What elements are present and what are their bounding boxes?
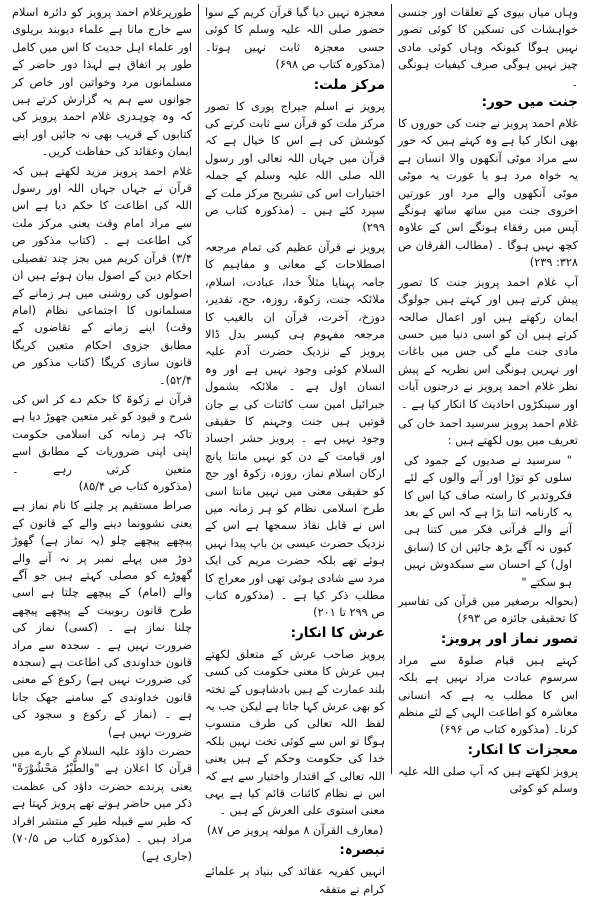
citation: (بحوالہ برصغیر میں قرآن کی تفاسیر کا تحقیقی جائزہ ص ۶۹۳): [398, 595, 578, 626]
column-right: [392, 4, 584, 796]
section-heading: معجزات کا انکار:: [467, 741, 578, 758]
paragraph: پرویز صاحب عرش کے متعلق لکھتے ہیں عرش کا معنی حکومت کی کسی بلند عمارت کے ہیں بادشاہوں کے تختہ کو بھی عرش کہا جاتا ہے لیکن جب یہ لفظ اللہ تعالی کی طرف منسوب ہوگا تو اس سے کوئی تخت نہیں بلکہ خدا کی حکومت وحکم کے ہیں یعنی اللہ تعالی کے اقتدار واختیار سے ہے کہ اس نے نظام کائنات قائم کیا ہے یہی معنی استوی علی العرش کے ہیں ۔: [205, 647, 385, 818]
paragraph: طورپرغلام احمد پرویز کو دائرہ اسلام سے خارج مانا ہے علماء دیوبند بریلوی اور علماء اہل حدیث کا اس میں کامل طور پر اتفاق ہے لہذا دور حاضر کے مسلمانوں مرد وخواتین اور خاص کر جوانوں سے ہم یہ گزارش کرتے ہیں کہ وہ چوہدری غلام احمد پرویز کی کتابوں کے قریب بھی نہ جائیں اور اپنے ایمان وعقائد کی حفاظت کریں۔: [12, 6, 192, 159]
paragraph: غلام احمد پرویز مزید لکھتے ہیں کہ قرآن نے جہاں جہاں اللہ اور رسول اللہ کی اطاعت کا حکم دیا ہے اس سے مراد امام وقت یعنی مرکز ملت کی اطاعت ہے ۔ (کتاب مذکور ص ۳/۴) قرآن کریم میں بجز چند تفصیلی احکام دین کے اصول بیان ہوئے ہیں ان اصولوں کی روشنی میں ہر زمانے کے مسلمانوں کا اجتماعی نظام (امام وقت) اپنے زمانے کے تقاضوں کے مطابق جزوی احکام متعین کریگا قانون سازی کریگا (کتاب مذکور ص ۵۲/۴)۔: [12, 164, 192, 387]
paragraph: [12, 743, 192, 865]
paragraph: پرویز لکھتے ہیں کہ آپ صلی اللہ علیہ وسلم کو کوئی: [398, 764, 578, 796]
citation: (مذکورہ کتاب ص ۷۰/۵): [12, 832, 131, 846]
section-heading: تصور نماز اور پرویز:: [440, 630, 578, 647]
quotation: " سرسید نے صدیوں کے جمود کی سلوں کو توڑا اور آنے والوں کے لئے فکروتدبر کا راستہ صاف کیا اس کا یہ کارنامہ اتنا بڑا ہے کہ اس کے بعد آنے والے قرآنی فکر میں کتنا ہی کیوں نہ آگے بڑھ جائیں ان کا (سابق اول) کے احسان سے سبکدوش نہیں ہو سکتے ": [404, 453, 572, 589]
paragraph-text: حضرت داؤد علیہ السلام کے بارے میں قرآن کا اعلان ہے "والطَّیْرُ مَحْشُوْرَةً" یعنی پرندے حضرت داؤد کی عظمت ذکر میں حاضر ہوتے تھے پرویز کہتا ہے کہ طیر سے قبیلہ طیر کے منتشر افراد مراد ہیں ۔: [12, 745, 192, 846]
paragraph: پرویز نے قرآن عظیم کی تمام مرجعہ اصطلاحات کے معانی و مفاہیم کا جامہ پہنایا مثلاً خدا، عبادت، اسلام، ملائکہ جنت، زکوۃ، روزہ، حج، تقدیر، دوزخ، آخرت، قرآن ان بالغیب کا مرجعہ مفہوم ہی کیسر بدل ڈالا پرویز کے نزدیک حضرت آدم علیہ السلام کوئی وجود نہیں ہے اور وہ انسان اول ہے ۔ ملائکہ بشمول جبرائیل امین سب کائنات کی بے جان قوتیں ہیں جنت وجہنم کا حقیقی وجود نہیں ہے ۔ پرویز حشر اجساد اور قیامت کے دن کو نہیں مانتا پانچ ارکان اسلام نماز، روزہ، زکوۃ اور حج کو حقیقی معنی میں نہیں مانتا اسی طرح اسلامی نظام کو ہر زمانہ میں اس نے قابل نفاذ سمجھا ہے اس کے نزدیک حضرت عیسی بن باپ پیدا نہیں ہوئے تھے بلکہ حضرت مریم کی ایک مرد سے شادی ہوئی تھی اور معراج کا مطلب ذکر کیا ہے ۔ (مذکورہ کتاب ص ۲۹۹ تا ۲۰۱): [205, 240, 385, 620]
column-left: [6, 4, 198, 863]
citation: (معارف القرآن ۸ مولفہ پرویز ص ۸۷): [206, 823, 384, 837]
citation: (مذکورہ کتاب ص ۸۵/۴): [78, 479, 192, 493]
continued-label: (جاری ہے): [141, 849, 192, 863]
section-heading: جنت میں حور:: [481, 94, 578, 111]
paragraph: کہتے ہیں قیام صلوۃ سے مراد سرسوم عبادت مراد نہیں ہے بلکہ اس کا مطلب یہ ہے کہ انسانی معاشرہ کو اطاعت الہی کے لئے منظم کرنا۔ (مذکورہ کتاب ص ۶۹۶): [398, 653, 578, 737]
paragraph: معجزہ نہیں دیا گیا قرآن کریم کے سوا حضور صلی اللہ علیہ وسلم کا کوئی حسی معجزہ ثابت نہیں ہوتا۔ (مذکورہ کتاب ص ۶۹۸): [205, 6, 385, 72]
section-heading: عرش کا انکار:: [290, 624, 385, 641]
paragraph: انہیں کفریہ عقائد کی بنیاد پر علمائے کرام نے متفقہ: [205, 865, 385, 896]
paragraph: [12, 391, 192, 495]
paragraph: غلام احمد پرویز نے جنت کی حوروں کا بھی انکار کیا ہے وہ کہتے ہیں کہ حور سے مراد موٹی آنکھوں والا انسان ہے یہ خواہ مرد ہو یا عورت یہ موٹی موٹی آنکھوں والے مرد اور عورتیں اخروی جنت میں ساتھ ساتھ ہونگے آپس میں رفقاء ہونگے اس کے علاوہ کچھ نہیں ہوگا ۔ (مطالب الفرقان ص ۳۲۸: ۲۳۹): [398, 117, 578, 270]
section-heading: مرکز ملت:: [313, 76, 385, 93]
paragraph-text: قرآن نے زکوۃ کا حکم دے کر اس کی شرح و قیود کو غیر متعین چھوڑ دیا ہے تاکہ ہر زمانہ کی اسلامی حکومت اپنی اپنی ضروریات کے مطابق اسے متعین کرتی رہے ۔: [12, 392, 192, 476]
paragraph: پرویز نے اسلم جیراج پوری کا تصور مرکز ملت کو قرآن سے ثابت کرنے کی کوشش کی ہے اس کا خیال ہے کہ قرآن میں جہاں اللہ تعالی اور رسول اللہ صلی اللہ علیہ وسلم کے جملہ اختیارات اس کی تشریح مرکز ملت کے سپرد کئے ہیں ۔ (مذکورہ کتاب ص ۲۹۹): [205, 99, 385, 235]
paragraph: صراط مستقیم پر چلنے کا نام نماز ہے یعنی نشوونما دینے والے کے قانون کے پیچھے پیچھے چلو (یہ نماز ہے) گھوڑ دوڑ میں پہلے نمبر پر نہ آنے والے گھوڑے کو مصلی کہتے ہیں جو آگے والے (امام) کے پیچھے چلتا ہے اسی طرح قانون ربوبیت کے پیچھے پیچھے چلنا نماز ہے ۔ (کسی) نماز کی ضرورت نہیں ہے ۔ سجدہ سے مراد قانون خداوندی کی اطاعت ہے (سجدہ کی ضرورت نہیں ہے) رکوع کے معنی قانون خداوندی کے سامنے جھک جانا ہے ۔ (نماز کے رکوع و سجود کی ضرورت نہیں ہے): [12, 499, 192, 739]
column-middle: [199, 4, 391, 896]
paragraph: غلام احمد پرویز سرسید احمد خان کی تعریف میں یوں لکھتے ہیں :: [398, 416, 578, 448]
paragraph: آپ غلام احمد پرویز جنت کا تصور پیش کرتے ہیں اور کہتے ہیں جولوگ ایمان رکھتے ہیں اور اعمال صالحہ کرتے ہیں ان کو اسی دنیا میں حسی مادی جنت ملے گی جس میں باغات اور نہریں ہونگی اس نظریہ کے پیش نظر غلام احمد پرویز نے درجنوں آیات اور سینکڑوں احادیث کا انکار کیا ہے ۔: [398, 275, 578, 411]
paragraph: وہاں میاں بیوی کے تعلقات اور جنسی خواہشات کی تسکین کا کوئی تصور نہیں ہوگا کیونکہ وہاں کوئی مادی چیز نہیں ہوگی صرف کیفیات ہونگی ۔: [398, 6, 578, 89]
section-heading: تبصرہ:: [339, 842, 385, 859]
